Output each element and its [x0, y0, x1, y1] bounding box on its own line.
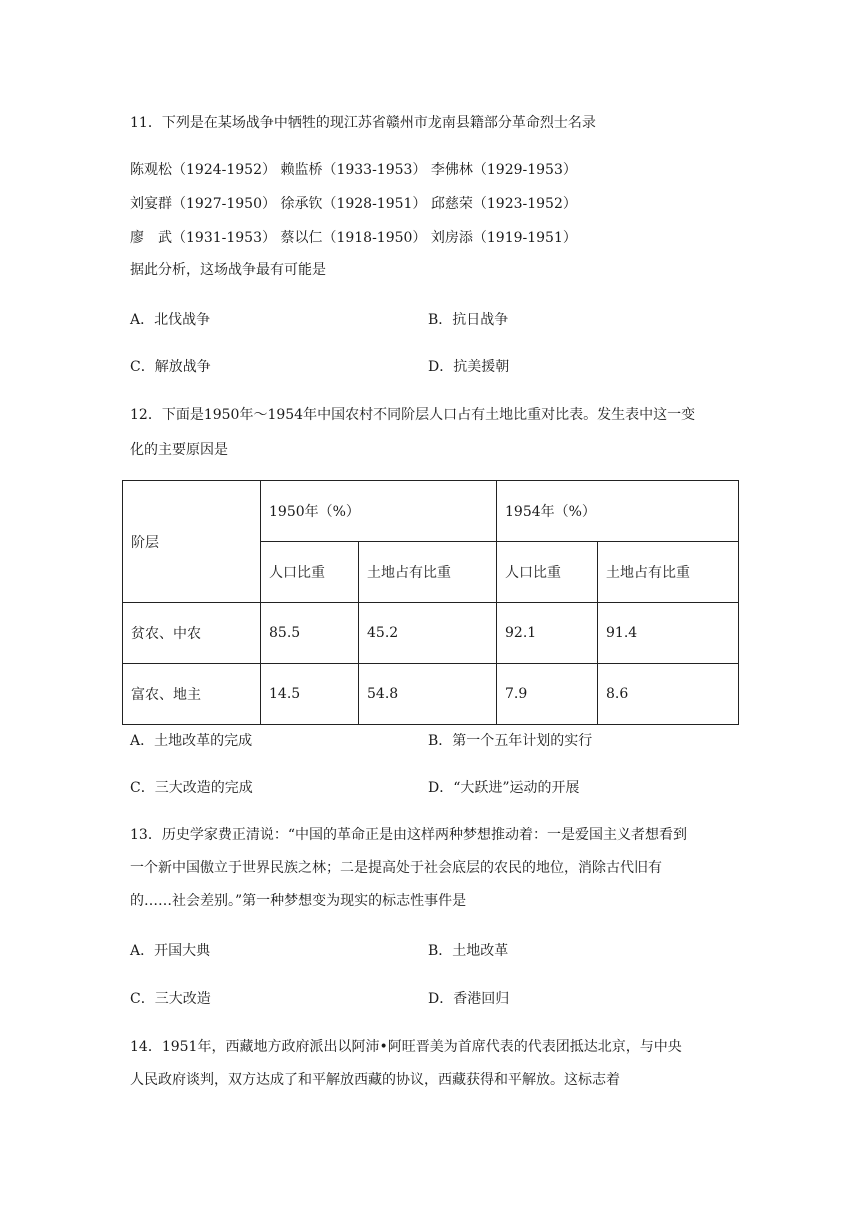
q11-option-b[interactable]: B．抗日战争 — [428, 312, 509, 328]
table-row — [123, 603, 739, 664]
q12-option-d[interactable]: D．“大跃进”运动的开展 — [428, 780, 580, 796]
q14-stem-line-2: 人民政府谈判，双方达成了和平解放西藏的协议，西藏获得和平解放。这标志着 — [130, 1072, 620, 1088]
q13-stem-line-1: 13．历史学家费正清说：“中国的革命正是由这样两种梦想推动着：一是爱国主义者想看到 — [130, 827, 687, 843]
q11-names-line-2: 刘宴群（1927-1950） 徐承钦（1928-1951） 邱慈荣（1923-1952） — [130, 196, 577, 212]
q13-stem-line-2: 一个新中国傲立于世界民族之林；二是提高处于社会底层的农民的地位，消除古代旧有 — [130, 860, 662, 876]
subheader-population-1950: 人口比重 — [261, 542, 359, 603]
cell-pop-1950: 14.5 — [261, 664, 359, 725]
q12-option-c[interactable]: C．三大改造的完成 — [130, 780, 253, 796]
cell-pop-1950: 85.5 — [261, 603, 359, 664]
q13-option-b[interactable]: B．土地改革 — [428, 943, 509, 959]
row-stratum: 贫农、中农 — [123, 603, 261, 664]
cell-pop-1954: 92.1 — [497, 603, 598, 664]
cell-pop-1954: 7.9 — [497, 664, 598, 725]
q11-stem: 11．下列是在某场战争中牺牲的现江苏省赣州市龙南县籍部分革命烈士名录 — [130, 115, 596, 131]
subheader-land-1950: 土地占有比重 — [359, 542, 497, 603]
q12-option-b[interactable]: B．第一个五年计划的实行 — [428, 733, 593, 749]
header-stratum: 阶层 — [123, 481, 261, 603]
table-row — [123, 664, 739, 725]
q14-stem-line-1: 14．1951年，西藏地方政府派出以阿沛•阿旺晋美为首席代表的代表团抵达北京，与中央 — [130, 1039, 682, 1055]
cell-land-1950: 54.8 — [359, 664, 497, 725]
subheader-land-1954: 土地占有比重 — [598, 542, 739, 603]
q11-option-a[interactable]: A．北伐战争 — [130, 312, 211, 328]
q11-names-line-3: 廖 武（1931-1953） 蔡以仁（1918-1950） 刘房添（1919-1951） — [130, 230, 577, 246]
subheader-population-1954: 人口比重 — [497, 542, 598, 603]
q13-stem-line-3: 的……社会差别。”第一种梦想变为现实的标志性事件是 — [130, 893, 467, 909]
q12-stem-line-1: 12．下面是1950年～1954年中国农村不同阶层人口占有土地比重对比表。发生表中这一变 — [130, 407, 696, 423]
q11-option-c[interactable]: C．解放战争 — [130, 359, 211, 375]
q12-option-a[interactable]: A．土地改革的完成 — [130, 733, 253, 749]
cell-land-1954: 8.6 — [598, 664, 739, 725]
q13-option-d[interactable]: D．香港回归 — [428, 991, 510, 1007]
q11-prompt: 据此分析，这场战争最有可能是 — [130, 262, 326, 278]
q13-option-a[interactable]: A．开国大典 — [130, 943, 211, 959]
q11-option-d[interactable]: D．抗美援朝 — [428, 359, 510, 375]
q11-names-line-1: 陈观松（1924-1952） 赖监桥（1933-1953） 李佛林（1929-1953） — [130, 162, 577, 178]
header-1950: 1950年（%） — [261, 481, 497, 542]
q12-stem-line-2: 化的主要原因是 — [130, 442, 228, 458]
cell-land-1954: 91.4 — [598, 603, 739, 664]
row-stratum: 富农、地主 — [123, 664, 261, 725]
q13-option-c[interactable]: C．三大改造 — [130, 991, 211, 1007]
cell-land-1950: 45.2 — [359, 603, 497, 664]
header-1954: 1954年（%） — [497, 481, 739, 542]
land-share-table — [122, 480, 739, 725]
